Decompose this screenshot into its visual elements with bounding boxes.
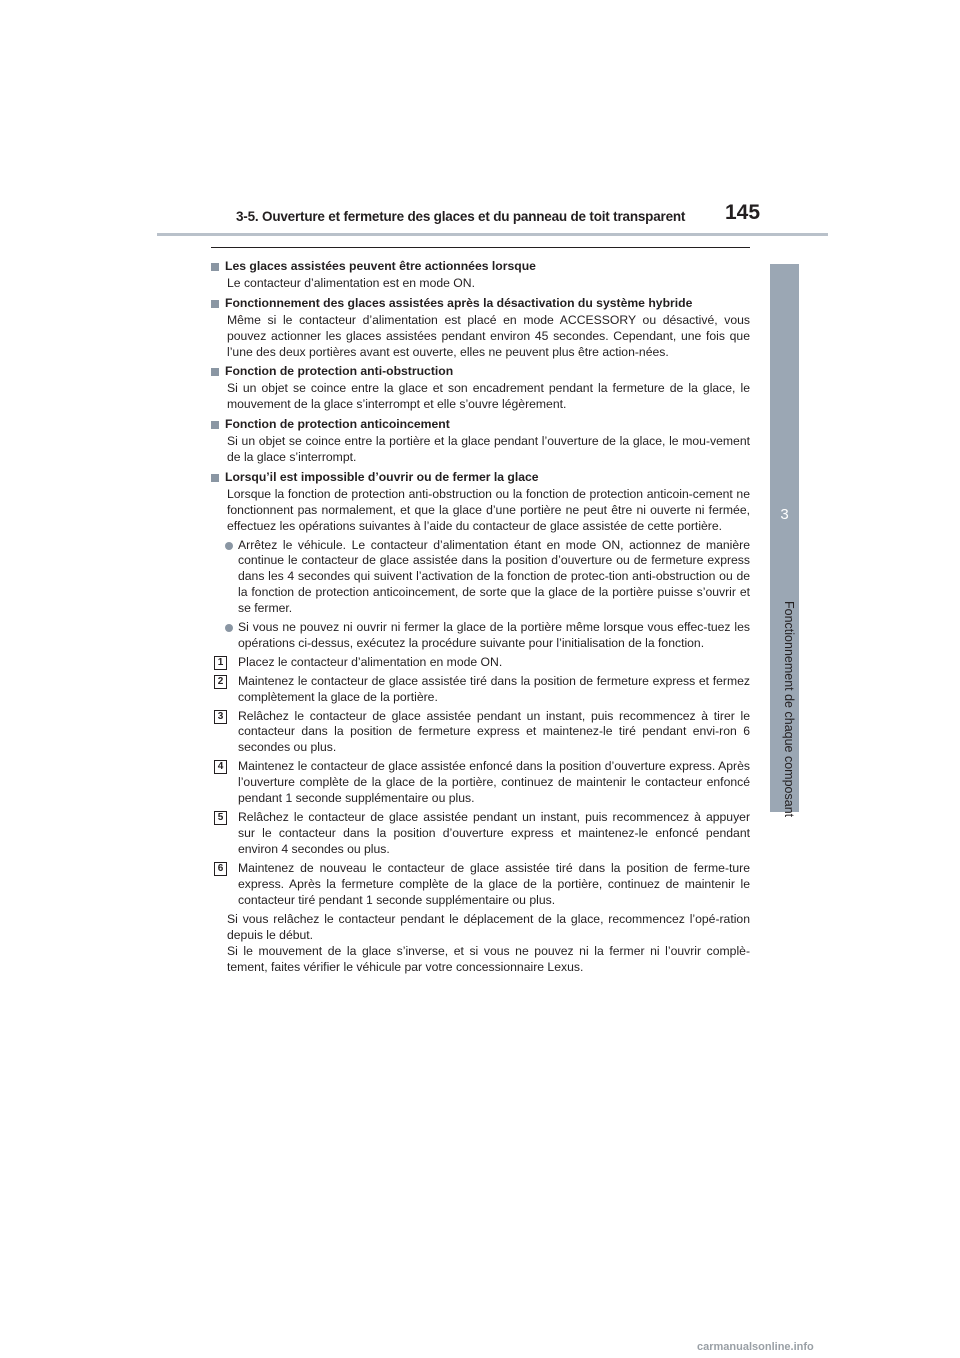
step-item [211,674,750,706]
section-heading-text: Fonction de protection anticoincement [225,417,450,432]
page-header-title: 3-5. Ouverture et fermeture des glaces et du panneau de toit transparent [236,209,686,224]
square-bullet-icon [211,263,219,271]
chapter-number: 3 [780,506,789,523]
step-text: Maintenez le contacteur de glace assistée tiré dans la position de fermeture express et fermez complètement la glace de la portière. [238,673,750,704]
bullet-text: Si vous ne pouvez ni ouvrir ni fermer la glace de la portière même lorsque vous effec-tuez les opérations ci-dessus, exécutez la procédure suivante pour l’initialisation de la fonction. [238,620,750,650]
section-text: Si un objet se coince entre la portière et la glace pendant l’ouverture de la glace, le mou-vement de la glace s’interrompt. [227,434,750,464]
square-bullet-icon [211,421,219,429]
chapter-title: Fonctionnement de chaque composant [782,601,796,818]
step-text: Maintenez le contacteur de glace assistée enfoncé dans la position d’ouverture express. Après l’ouverture complète de la glace de la portière, continuez de maintenir le contacteur enfoncé pendant 1 seconde supplémentaire ou plus. [238,759,750,806]
step-number-badge: 1 [214,656,227,670]
section-text: Si un objet se coince entre la glace et son encadrement pendant la fermeture de la glace, le mouvement de la glace s’interrompt et elle s’ouvre légèrement. [227,381,750,412]
section-heading [211,364,750,380]
round-bullet-icon [225,624,233,632]
closing-note: Si vous relâchez le contacteur pendant le déplacement de la glace, recommencez l’opé-ration depuis le début. [227,912,750,943]
site-watermark[interactable]: carmanualsonline.info [697,1341,814,1353]
section-heading-text: Les glaces assistées peuvent être actionnées lorsque [225,259,536,273]
step-number-badge: 3 [214,710,227,724]
bullet-text: Arrêtez le véhicule. Le contacteur d’alimentation étant en mode ON, actionnez de manière continue le contacteur de glace assistée dans la position d’ouverture ou de fermeture express dans les 4 secondes qui suivent l’activation de la fonction de protec-tion anti-obstruction ou de la fonction de protection anticoincement, de sorte que la glace de la portière puisse s’ouvrir et se fermer. [238,537,750,616]
step-number-badge: 2 [214,675,227,689]
step-text: Relâchez le contacteur de glace assistée pendant un instant, puis recommencez à tirer le contacteur dans la position de fermeture express et maintenez-le tiré pendant envi-ron 6 secondes ou plus. [238,708,750,755]
step-item [211,861,750,909]
header-divider [157,233,828,236]
page-number: 145 [725,201,761,224]
section-text: Le contacteur d’alimentation est en mode ON. [227,275,475,290]
section-heading-text: Lorsqu’il est impossible d’ouvrir ou de fermer la glace [225,469,539,484]
section-heading-text: Fonctionnement des glaces assistées après la désactivation du système hybride [225,295,693,310]
section-heading [211,470,750,486]
step-text: Relâchez le contacteur de glace assistée pendant un instant, puis recommencez à appuyer sur le contacteur dans la position d’ouverture express et maintenez-le enfoncé pendant environ 4 secondes ou plus. [238,810,750,856]
section-text: Même si le contacteur d’alimentation est placé en mode ACCESSORY ou désactivé, vous pouvez actionner les glaces assistées pendant environ 45 secondes. Cependant, une fois que l’une des deux portières avant est ouverte, elles ne peuvent plus être action-nées. [227,312,750,359]
step-text: Placez le contacteur d’alimentation en mode ON. [238,654,503,669]
content-top-rule [211,247,750,248]
section-heading [211,296,750,312]
bullet-item [211,538,750,618]
square-bullet-icon [211,474,219,482]
step-number-badge: 5 [214,811,227,825]
step-item [211,759,750,807]
step-number-badge: 6 [214,862,227,876]
closing-note: Si le mouvement de la glace s’inverse, et si vous ne pouvez ni la fermer ni l’ouvrir complè-tement, faites vérifier le véhicule par votre concessionnaire Lexus. [227,944,750,975]
step-text: Maintenez de nouveau le contacteur de glace assistée tiré dans la position de ferme-ture express. Après la fermeture complète de la glace de la portière, continuez de maintenir le contacteur tiré pendant 1 seconde supplémentaire ou plus. [238,860,750,907]
section-text: Lorsque la fonction de protection anti-obstruction ou la fonction de protection anticoin-cement ne fonctionnent pas normalement, et que la glace d’une portière ne peut être ni ouverte ni fermée, effectuez les opérations suivantes à l’aide du contacteur de glace assistée de cette portière. [227,486,750,533]
section-heading [211,259,750,275]
page-content [211,259,750,976]
step-item [211,709,750,757]
step-number-badge: 4 [214,760,227,774]
section-heading [211,417,750,433]
section-heading-text: Fonction de protection anti-obstruction [225,364,454,379]
round-bullet-icon [225,542,233,550]
step-item [211,655,750,671]
step-item [211,810,750,858]
square-bullet-icon [211,368,219,376]
bullet-item [211,620,750,652]
square-bullet-icon [211,300,219,308]
